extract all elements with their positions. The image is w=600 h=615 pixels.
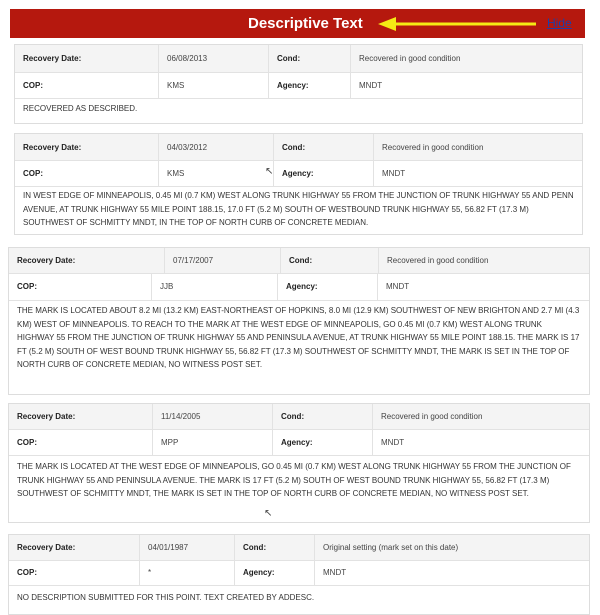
cond-label: Cond: xyxy=(243,543,267,552)
cop-label: COP: xyxy=(17,282,37,291)
header-title: Descriptive Text xyxy=(248,15,363,32)
cop-value: JJB xyxy=(160,282,174,291)
cop-label: COP: xyxy=(23,168,43,178)
recovery-record xyxy=(14,44,583,124)
cond-label: Cond: xyxy=(282,142,306,152)
cond-label: Cond: xyxy=(277,54,301,63)
descriptive-text-header xyxy=(10,9,585,38)
agency-value: MNDT xyxy=(323,568,347,577)
record-description: THE MARK IS LOCATED AT THE WEST EDGE OF MINNEAPOLIS, GO 0.45 MI (0.7 KM) WEST ALONG TRUNK HIGHWAY 55 FROM THE JUNCTION OF TRUNK HIGHWAY 55 AND PENINSULA AVENUE. THE MARK IS 17 FT (5.2 M) SOUTH OF WEST BOUND TRUNK HIGHWAY 55, 56.82 FT (17.3 M) SOUTHWEST OF SCHMITTY MNDT, THE MARK IS SET IN THE TOP OF NORTH CURB OF CONCRETE MEDIAN, NO WITNESS POST SET. xyxy=(17,462,571,498)
yellow-arrow-icon xyxy=(378,16,538,32)
cond-value: Recovered in good condition xyxy=(387,256,489,265)
cond-value: Recovered in good condition xyxy=(381,412,483,421)
recovery-date-label: Recovery Date: xyxy=(23,54,82,63)
agency-label: Agency: xyxy=(243,568,275,577)
recovery-date-label: Recovery Date: xyxy=(17,256,76,265)
recovery-date-value: 06/08/2013 xyxy=(167,54,208,63)
agency-label: Agency: xyxy=(281,437,313,447)
record-description: NO DESCRIPTION SUBMITTED FOR THIS POINT. TEXT CREATED BY ADDESC. xyxy=(17,593,315,602)
cond-value: Original setting (mark set on this date) xyxy=(323,543,459,552)
agency-value: MNDT xyxy=(381,437,405,447)
record-description: IN WEST EDGE OF MINNEAPOLIS, 0.45 MI (0.7 KM) WEST ALONG TRUNK HIGHWAY 55 FROM THE JUNCTION OF TRUNK HIGHWAY 55 AND PENN AVENUE, AT TRUNK HIGHWAY 55 MILE POINT 188.15, 17.0 FT (5.2 M) SOUTH OF WESTBOUND TRUNK HIGHWAY 55, 56.82 FT (17.3 M) SOUTHWEST OF SCHMITTY MNDT, IN THE TOP OF NORTH CURB OF CONCRETE MEDIAN. xyxy=(23,191,574,227)
agency-value: MNDT xyxy=(382,168,406,178)
cond-value: Recovered in good condition xyxy=(382,142,484,152)
recovery-date-value: 11/14/2005 xyxy=(161,412,201,421)
cond-label: Cond: xyxy=(281,412,305,421)
cop-value: MPP xyxy=(161,437,179,447)
agency-value: MNDT xyxy=(386,282,410,291)
mouse-cursor-icon: ↖ xyxy=(264,508,273,519)
agency-label: Agency: xyxy=(286,282,318,291)
mouse-cursor-icon: ↖ xyxy=(265,166,274,177)
agency-label: Agency: xyxy=(277,80,309,90)
cond-label: Cond: xyxy=(289,256,313,265)
cop-value: KMS xyxy=(167,168,185,178)
recovery-record xyxy=(8,403,590,523)
record-description: RECOVERED AS DESCRIBED. xyxy=(23,104,138,113)
recovery-date-value: 04/01/1987 xyxy=(148,543,189,552)
cop-label: COP: xyxy=(23,80,43,90)
cop-label: COP: xyxy=(17,437,37,447)
agency-value: MNDT xyxy=(359,80,383,90)
recovery-date-value: 07/17/2007 xyxy=(173,256,214,265)
recovery-date-label: Recovery Date: xyxy=(17,543,76,552)
cop-label: COP: xyxy=(17,568,37,577)
recovery-record xyxy=(8,534,590,615)
cond-value: Recovered in good condition xyxy=(359,54,461,63)
cop-value: KMS xyxy=(167,80,185,90)
record-description: THE MARK IS LOCATED ABOUT 8.2 MI (13.2 KM) EAST-NORTHEAST OF HOPKINS, 8.0 MI (12.9 KM) SOUTHWEST OF NEW BRIGHTON AND 2.7 MI (4.3 KM) WEST OF MINNEAPOLIS. TO REACH TO THE MARK AT THE WEST EDGE OF MINNEAPOLIS, GO 0.45 MI (0.7 KM) WEST ALONG TRUNK HIGHWAY 55 FROM THE JUNCTION OF TRUNK HIGHWAY 55 AND PENINSULA AVENUE, AT TRUNK HIGHWAY 55 MILE POINT 188.15. THE MARK IS 17 FT (5.2 M) SOUTH OF WEST BOUND TRUNK HIGHWAY 55, 56.82 FT (17.3 M) SOUTHWEST OF SCHMITTY MNDT, THE MARK IS SET IN THE TOP OF NORTH CURB OF CONCRETE MEDIAN, NO WITNESS POST SET. xyxy=(17,306,580,369)
recovery-record xyxy=(14,133,583,235)
recovery-date-value: 04/03/2012 xyxy=(167,142,208,152)
recovery-record xyxy=(8,247,590,395)
cop-value: * xyxy=(148,568,152,577)
recovery-date-label: Recovery Date: xyxy=(23,142,82,152)
agency-label: Agency: xyxy=(282,168,314,178)
hide-link[interactable]: Hide xyxy=(547,16,572,30)
recovery-date-label: Recovery Date: xyxy=(17,412,76,421)
